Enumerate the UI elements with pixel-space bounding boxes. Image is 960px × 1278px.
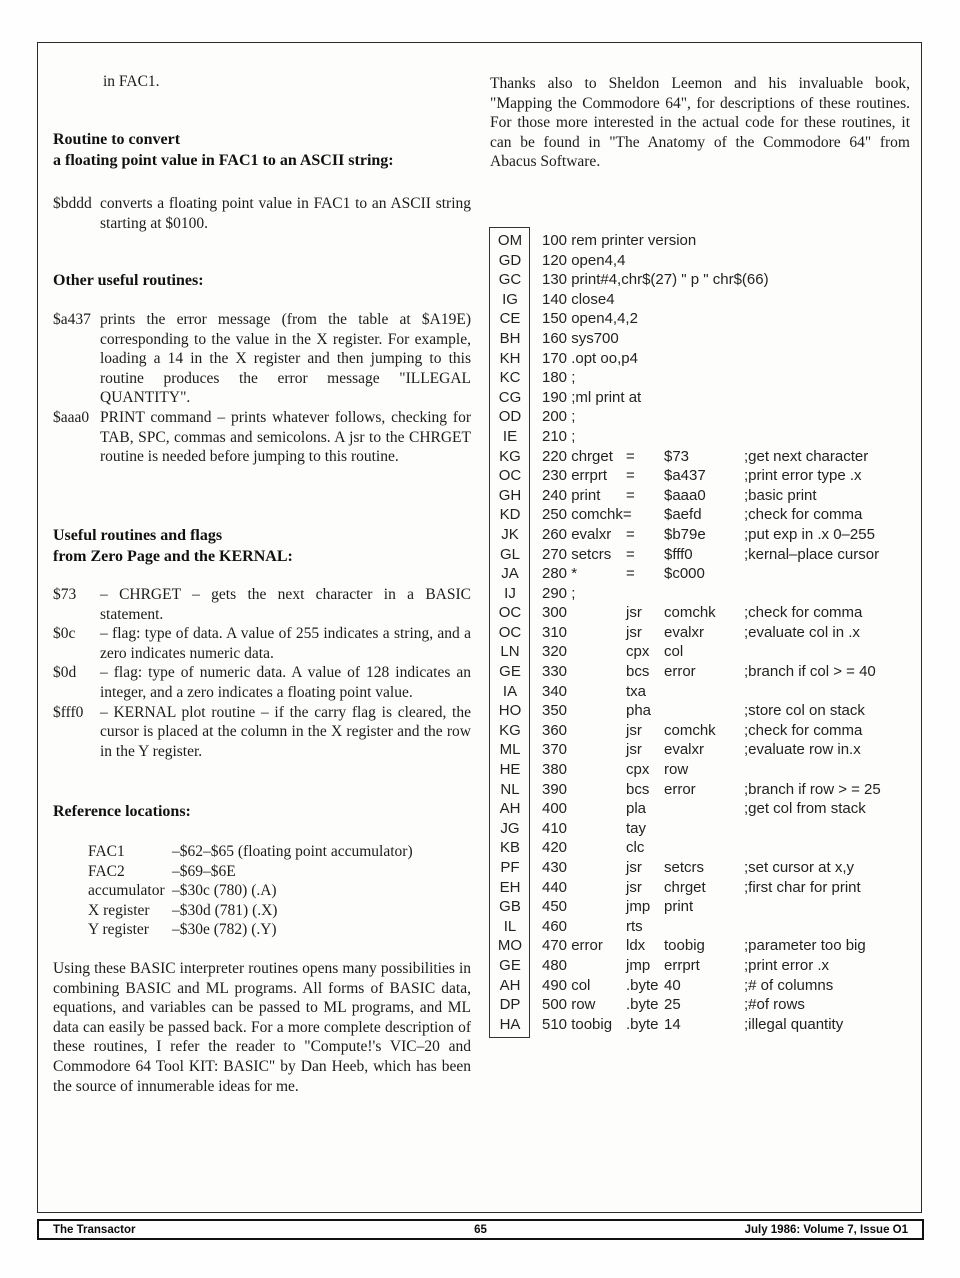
operand xyxy=(664,368,744,388)
operand: error xyxy=(664,780,696,798)
code-line xyxy=(490,917,910,937)
code-line xyxy=(490,525,910,545)
flags-list xyxy=(53,585,471,761)
comment: ;first char for print xyxy=(744,878,861,896)
entry-definition: – CHRGET – gets the next character in a BASIC statement. xyxy=(100,586,471,623)
operand xyxy=(664,388,744,408)
line-number-label: 240 print xyxy=(542,486,601,504)
checksum-code: IL xyxy=(503,917,517,935)
opcode xyxy=(626,427,664,447)
line-number-label: 340 xyxy=(542,682,568,700)
code-line xyxy=(490,505,910,525)
code-line xyxy=(490,564,910,584)
reference-heading: Reference locations: xyxy=(53,803,191,820)
code-line xyxy=(490,486,910,506)
line-number-label: 310 xyxy=(542,623,568,641)
comment: ;print error .x xyxy=(744,956,830,974)
opcode xyxy=(626,290,664,310)
line-number-label: 120 open4,4 xyxy=(542,251,626,269)
code-line xyxy=(490,682,910,702)
checksum-code: IA xyxy=(502,682,518,700)
operand xyxy=(664,838,744,858)
operand: toobig xyxy=(664,937,705,955)
checksum-code: KH xyxy=(499,349,521,367)
opcode: jsr xyxy=(626,859,642,876)
code-line xyxy=(490,368,910,388)
operand: chrget xyxy=(664,878,706,896)
checksum-code: GE xyxy=(499,663,521,681)
line-number-label: 270 setcrs xyxy=(542,545,612,563)
code-line xyxy=(490,721,910,741)
comment: ;evaluate row in.x xyxy=(744,741,861,759)
code-listing xyxy=(490,231,910,1034)
line-number-label: 350 xyxy=(542,702,568,720)
line-number-label: 190 ;ml print at xyxy=(542,388,642,406)
code-line xyxy=(490,740,910,760)
operand: 40 xyxy=(664,976,681,994)
operand xyxy=(664,349,744,369)
operand: $aaa0 xyxy=(664,486,706,504)
line-number-label: 410 xyxy=(542,819,568,837)
entry-definition: – KERNAL plot routine – if the carry flag is cleared, the cursor is placed at the column in the X register and the row in the Y register. xyxy=(100,703,471,760)
reference-value: –$30c (780) (.A) xyxy=(172,882,277,900)
checksum-code: KG xyxy=(499,447,521,465)
comment: ;parameter too big xyxy=(744,937,866,955)
opcode: = xyxy=(626,447,635,465)
comment: ;check for comma xyxy=(744,506,863,524)
reference-row xyxy=(88,862,506,882)
checksum-code: EH xyxy=(499,878,521,896)
checksum-code: DP xyxy=(499,996,521,1014)
comment: ;#of rows xyxy=(744,996,805,1014)
reference-name: X register xyxy=(88,901,150,919)
operand xyxy=(664,819,744,839)
code-line xyxy=(490,936,910,956)
checksum-code: GC xyxy=(498,271,522,289)
code-line xyxy=(490,642,910,662)
operand xyxy=(664,309,744,329)
code-line xyxy=(490,701,910,721)
entry-definition: prints the error message (from the table at $A19E) corresponding to the value in the X register. For example, loading a 14 in the X register and then jumping to this routine produces the error message "ILLEGAL QUANTITY". xyxy=(100,311,471,407)
thanks-paragraph: Thanks also to Sheldon Leemon and his invaluable book, "Mapping the Commodore 64", for descriptions of these routines. For those more interested in the actual code for these routines, it can be found in "The Anatomy of the Commodore 64" from Abacus Software. xyxy=(490,75,910,171)
opcode: jsr xyxy=(626,604,642,622)
opcode: = xyxy=(626,486,635,504)
code-line xyxy=(490,603,910,623)
other-routines-heading: Other useful routines: xyxy=(53,272,204,289)
code-line xyxy=(490,799,910,819)
operand: errprt xyxy=(664,956,700,974)
opcode: = xyxy=(626,525,635,543)
checksum-code: GD xyxy=(498,251,522,269)
opcode: .byte xyxy=(626,1015,659,1033)
line-number-label: 470 error xyxy=(542,937,603,955)
footer-page-number: 65 xyxy=(474,1223,487,1236)
reference-table xyxy=(53,842,506,940)
checksum-code: LN xyxy=(500,643,520,661)
operand: evalxr xyxy=(664,741,705,759)
line-number-label: 460 xyxy=(542,917,568,935)
checksum-code: GE xyxy=(499,956,521,974)
opcode: cpx xyxy=(626,761,650,779)
line-number-label: 330 xyxy=(542,663,568,681)
code-line xyxy=(490,388,910,408)
operand: comchk xyxy=(664,721,716,739)
comment: ;get col from stack xyxy=(744,800,866,818)
line-number-label: 160 sys700 xyxy=(542,329,619,347)
flag-entry xyxy=(53,703,471,762)
code-line xyxy=(490,878,910,898)
line-number-label: 230 errprt xyxy=(542,467,608,485)
operand: $c000 xyxy=(664,565,705,583)
line-number-label: 380 xyxy=(542,761,568,779)
checksum-code: KB xyxy=(499,839,520,857)
reference-row xyxy=(88,881,506,901)
operand xyxy=(664,584,744,604)
comment: ;branch if col > = 40 xyxy=(744,663,876,681)
entry-term: $73 xyxy=(53,586,77,603)
reference-name: FAC1 xyxy=(88,843,125,860)
code-line xyxy=(490,447,910,467)
code-line xyxy=(490,427,910,447)
line-number-label: 300 xyxy=(542,604,568,622)
entry-term: $fff0 xyxy=(53,703,84,721)
reference-name: accumulator xyxy=(88,882,165,900)
checksum-code: HO xyxy=(498,702,522,720)
zero-page-heading-line2: from Zero Page and the KERNAL: xyxy=(53,547,293,565)
routine-heading xyxy=(53,130,471,171)
reference-name: FAC2 xyxy=(88,862,125,880)
operand: 25 xyxy=(664,996,681,1014)
opcode: jmp xyxy=(626,898,651,916)
code-line xyxy=(490,780,910,800)
opcode xyxy=(626,251,664,271)
code-line xyxy=(490,819,910,839)
line-number-label: 170 .opt oo,p4 xyxy=(542,349,638,367)
code-line xyxy=(490,760,910,780)
code-line xyxy=(490,584,910,604)
bddd-entry xyxy=(53,194,471,233)
code-line xyxy=(490,623,910,643)
opcode xyxy=(626,349,664,369)
checksum-code: BH xyxy=(499,329,521,347)
operand: $b79e xyxy=(664,525,706,543)
comment: ;put exp in .x 0–255 xyxy=(744,525,875,543)
checksum-code: CG xyxy=(498,388,522,406)
checksum-code: HA xyxy=(499,1015,521,1033)
line-number-label: 420 xyxy=(542,839,568,857)
entry-definition: – flag: type of data. A value of 255 indicates a string, and a zero indicates numeric data. xyxy=(100,625,471,662)
checksum-code: KG xyxy=(499,721,521,739)
checksum-code: NL xyxy=(500,780,520,798)
code-line xyxy=(490,231,910,251)
checksum-code: JK xyxy=(501,525,519,543)
comment: ;evaluate col in .x xyxy=(744,623,860,641)
code-line xyxy=(490,858,910,878)
reference-name: Y register xyxy=(88,921,149,939)
code-line xyxy=(490,662,910,682)
code-line xyxy=(490,956,910,976)
line-number-label: 500 row xyxy=(542,996,596,1014)
footer-magazine-title: The Transactor xyxy=(53,1223,136,1236)
checksum-code: OC xyxy=(498,467,522,485)
opcode: jsr xyxy=(626,878,642,896)
operand xyxy=(664,407,744,427)
comment: ;kernal–place cursor xyxy=(744,545,880,563)
other-routines-list xyxy=(53,310,471,467)
routine-heading-line1: Routine to convert xyxy=(53,131,181,148)
entry-term: $bddd xyxy=(53,195,92,212)
code-rows xyxy=(490,231,910,1034)
opcode: pha xyxy=(626,702,652,720)
comment: ;# of columns xyxy=(744,976,834,994)
code-line xyxy=(490,838,910,858)
comment: ;branch if row > = 25 xyxy=(744,780,881,798)
line-number-label: 370 xyxy=(542,741,568,759)
opcode: clc xyxy=(626,839,645,857)
routine-entry xyxy=(53,310,471,408)
reference-row xyxy=(88,901,506,921)
comment: ;get next character xyxy=(744,447,869,465)
comment: ;check for comma xyxy=(744,721,863,739)
checksum-code: GL xyxy=(499,545,520,563)
opcode: = xyxy=(626,565,635,583)
line-number-label: 140 close4 xyxy=(542,290,615,308)
checksum-code: KD xyxy=(499,506,521,524)
operand xyxy=(664,427,744,447)
checksum-code: KC xyxy=(499,369,521,387)
operand: setcrs xyxy=(664,859,705,876)
opcode: jmp xyxy=(626,956,651,974)
code-line xyxy=(490,290,910,310)
opcode: txa xyxy=(626,682,647,700)
opcode: pla xyxy=(626,800,647,818)
reference-row xyxy=(88,842,506,862)
opcode: bcs xyxy=(626,780,650,798)
line-number-label: 480 xyxy=(542,956,568,974)
checksum-column-box xyxy=(489,227,530,1038)
line-number-label: 510 toobig xyxy=(542,1015,613,1033)
checksum-code: OC xyxy=(498,604,522,622)
checksum-code: IE xyxy=(502,427,518,445)
checksum-code: JA xyxy=(501,565,519,583)
line-number-label: 450 xyxy=(542,898,568,916)
line-number-label: 390 xyxy=(542,780,568,798)
code-line xyxy=(490,270,910,290)
operand: row xyxy=(664,761,689,779)
operand: $fff0 xyxy=(664,545,693,563)
intro-fragment: in FAC1. xyxy=(103,73,160,90)
comment: ;set cursor at x,y xyxy=(744,859,855,876)
code-line xyxy=(490,545,910,565)
entry-term: $0c xyxy=(53,625,76,643)
opcode: ldx xyxy=(626,937,646,955)
reference-value: –$30e (782) (.Y) xyxy=(172,921,277,939)
line-number-label: 150 open4,4,2 xyxy=(542,310,638,328)
line-number-label: 220 chrget xyxy=(542,447,613,465)
comment: ;illegal quantity xyxy=(744,1015,844,1033)
operand: $73 xyxy=(664,447,690,465)
line-number-label: 430 xyxy=(542,859,568,876)
opcode: cpx xyxy=(626,643,650,661)
checksum-code: OC xyxy=(498,623,522,641)
checksum-code: GH xyxy=(498,486,522,504)
line-number-label: 440 xyxy=(542,878,568,896)
line-number-label: 290 ; xyxy=(542,584,576,602)
footer-issue-info: July 1986: Volume 7, Issue O1 xyxy=(744,1223,908,1236)
opcode xyxy=(626,584,664,604)
opcode: jsr xyxy=(626,623,642,641)
checksum-code: AH xyxy=(499,800,521,818)
opcode xyxy=(626,309,664,329)
line-number-label: 250 comchk= xyxy=(542,506,632,524)
operand xyxy=(664,329,744,349)
opcode: .byte xyxy=(626,976,659,994)
code-line xyxy=(490,466,910,486)
checksum-code: AH xyxy=(499,976,521,994)
opcode: jsr xyxy=(626,721,642,739)
code-line xyxy=(490,897,910,917)
operand xyxy=(664,231,744,251)
code-line xyxy=(490,329,910,349)
comment: ;basic print xyxy=(744,486,817,504)
closing-paragraph: Using these BASIC interpreter routines opens many possibilities in combining BASIC and ML programs. All forms of BASIC data, equations, and variables can be passed to ML programs, and ML data can easily be passed back. For a more complete description of these routines, I refer the reader to "Compute!'s VIC–20 and Commodore 64 Tool KIT: BASIC" by Dan Heeb, which has been the source of innumerable ideas for me. xyxy=(53,960,471,1095)
code-line xyxy=(490,1015,910,1035)
line-number-label: 180 ; xyxy=(542,369,576,387)
operand xyxy=(664,701,744,721)
line-number-label: 200 ; xyxy=(542,408,576,426)
checksum-code: IJ xyxy=(504,584,516,602)
operand: col xyxy=(664,643,684,661)
operand: 14 xyxy=(664,1015,681,1033)
opcode xyxy=(626,231,664,251)
code-line xyxy=(490,976,910,996)
line-number-label: 130 print#4,chr$(27) " p " chr$(66) xyxy=(542,271,769,289)
comment: ;check for comma xyxy=(744,604,863,622)
operand xyxy=(664,251,744,271)
reference-value: –$69–$6E xyxy=(172,862,236,880)
opcode xyxy=(626,368,664,388)
checksum-code: IG xyxy=(502,290,518,308)
opcode: .byte xyxy=(626,996,659,1014)
line-number-label: 320 xyxy=(542,643,568,661)
checksum-code: PF xyxy=(500,859,520,876)
zero-page-heading-line1: Useful routines and flags xyxy=(53,527,223,544)
operand: evalxr xyxy=(664,623,705,641)
line-number-label: 280 * xyxy=(542,565,578,583)
operand: comchk xyxy=(664,604,716,622)
operand xyxy=(664,290,744,310)
checksum-code: GB xyxy=(499,898,521,916)
checksum-code: JG xyxy=(500,819,520,837)
flag-entry xyxy=(53,624,471,663)
entry-definition: PRINT command – prints whatever follows, checking for TAB, SPC, commas and semicolons. A jsr to the CHRGET routine is needed before jumping to this routine. xyxy=(100,408,471,466)
line-number-label: 400 xyxy=(542,800,568,818)
entry-term: $a437 xyxy=(53,311,91,328)
opcode xyxy=(626,388,664,408)
code-line xyxy=(490,251,910,271)
operand: print xyxy=(664,898,694,916)
line-number-label: 360 xyxy=(542,721,568,739)
operand xyxy=(664,270,744,290)
operand: error xyxy=(664,663,696,681)
checksum-code: OM xyxy=(497,232,523,249)
operand xyxy=(664,917,744,937)
opcode xyxy=(626,407,664,427)
flag-entry xyxy=(53,585,471,624)
entry-definition: – flag: type of numeric data. A value of 128 indicates an integer, and a zero indicates a floating point value. xyxy=(100,664,471,701)
opcode xyxy=(626,505,664,525)
entry-term: $aaa0 xyxy=(53,408,90,426)
comment: ;store col on stack xyxy=(744,702,865,720)
entry-term: $0d xyxy=(53,664,77,682)
opcode: = xyxy=(626,467,635,485)
operand: $aefd xyxy=(664,506,702,524)
operand: $a437 xyxy=(664,467,706,485)
checksum-code: OD xyxy=(498,408,522,426)
checksum-code: MO xyxy=(497,937,523,955)
operand xyxy=(664,682,744,702)
operand xyxy=(664,799,744,819)
reference-row xyxy=(88,920,506,940)
opcode xyxy=(626,329,664,349)
line-number-label: 100 rem printer version xyxy=(542,232,697,249)
opcode: rts xyxy=(626,917,643,935)
opcode: bcs xyxy=(626,663,650,681)
opcode: jsr xyxy=(626,741,642,759)
code-line xyxy=(490,407,910,427)
code-line xyxy=(490,995,910,1015)
checksum-code: ML xyxy=(499,741,521,759)
code-line xyxy=(490,309,910,329)
footer-bar xyxy=(37,1219,924,1240)
checksum-code: HE xyxy=(499,761,521,779)
zero-page-heading xyxy=(53,526,471,567)
line-number-label: 260 evalxr xyxy=(542,525,612,543)
entry-definition: converts a floating point value in FAC1 to an ASCII string starting at $0100. xyxy=(100,195,471,232)
opcode: tay xyxy=(626,819,647,837)
code-line xyxy=(490,349,910,369)
routine-heading-line2: a floating point value in FAC1 to an ASCII string: xyxy=(53,151,394,169)
line-number-label: 210 ; xyxy=(542,427,576,445)
checksum-code: CE xyxy=(499,310,521,328)
opcode: = xyxy=(626,545,635,563)
reference-value: –$62–$65 (floating point accumulator) xyxy=(172,843,413,860)
flag-entry xyxy=(53,663,471,702)
reference-value: –$30d (781) (.X) xyxy=(172,901,278,919)
line-number-label: 490 col xyxy=(542,976,591,994)
routine-entry xyxy=(53,408,471,467)
comment: ;print error type .x xyxy=(744,467,862,485)
opcode xyxy=(626,270,664,290)
